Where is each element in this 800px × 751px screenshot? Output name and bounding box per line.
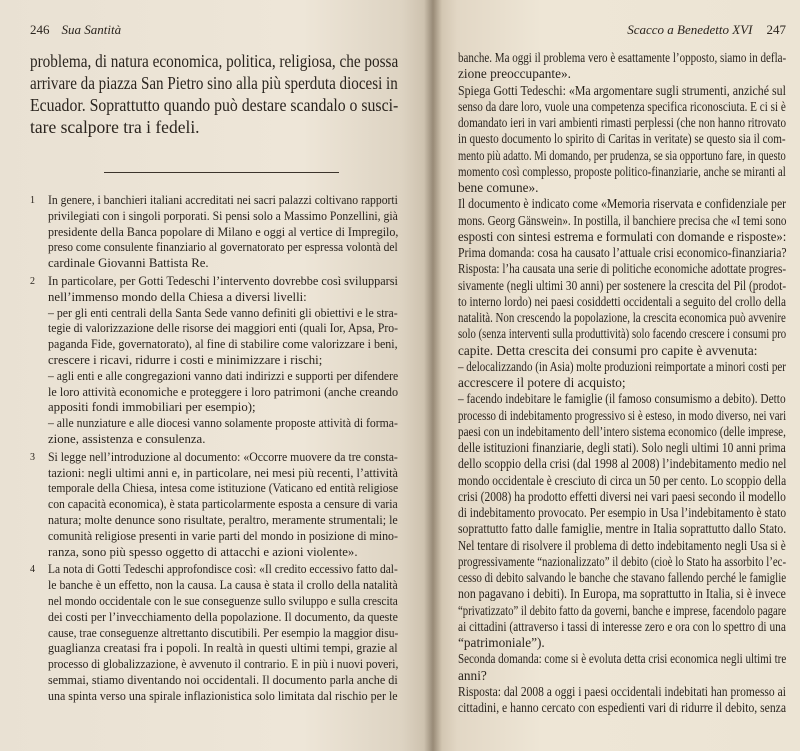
right-page-number: 247 — [766, 22, 786, 37]
text-line: cittadini, e hanno cercato con espedienti vari di ridurre il debito, senza — [458, 700, 787, 715]
text-line: Risposta: dal 2008 a oggi i paesi occidentali indebitati han promesso ai — [458, 683, 786, 699]
text-line: banche. Ma oggi il problema vero è esattamente l’opposto, siamo in defla- — [458, 50, 787, 65]
text-line: paesi con un indebitamento dell’intero sistema economico (delle imprese, — [458, 423, 786, 439]
text-line: momento così complesso, proposte politico-finanziarie, anche se miranti al — [458, 163, 786, 179]
footnote-line: natura; molte denunce sono risultate, peraltro, meramente strumentali; le — [48, 512, 398, 527]
text-line: senso da dare loro, vuole una competenza specifica riconosciuta. E ci si è — [458, 98, 786, 114]
text-line: Ecuador. Soprattutto quando può destare scandalo o susci- — [30, 95, 399, 115]
footnote-line: tazioni: negli ultimi anni e, in particolare, nei mesi più recenti, l’attività — [48, 465, 398, 480]
text-line: Prima domanda: cosa ha causato l’attuale crisi economico-finanziaria? — [458, 245, 787, 260]
text-line: “privatizzato” il debito fatto da governi, banche e imprese, facendolo pagare — [458, 602, 787, 618]
footnote-line: cardinale Giovanni Battista Re. — [48, 256, 209, 271]
text-line: esposti con sintesi estrema e formulati con domande e risposte»: — [458, 228, 787, 244]
text-line: ai cittadini (attraverso i tassi di interesse zero e ora con lo spettro di una — [458, 618, 786, 634]
text-line: Il documento è indicato come «Memoria riservata e confidenziale per — [458, 196, 787, 212]
text-line: crisi (2008) ha prodotto effetti diversi nei vari paesi secondo il modello — [458, 488, 786, 504]
footnote-line: ranza, sono più spesso oggetto di attacchi e azioni violente». — [48, 544, 358, 559]
right-running-title: Scacco a Benedetto XVI — [627, 22, 753, 37]
left-page-number: 246 — [30, 22, 50, 37]
right-page — [432, 0, 800, 751]
footnote-2 — [30, 274, 398, 448]
footnote-line: Si legge nell’introduzione al documento: «Occorre muovere da tre consta- — [48, 449, 398, 464]
footnote-line: privilegiati con i singoli porporati. Si pensi solo a Massimo Ponzellini, già — [48, 208, 398, 223]
text-line: capite. Detta crescita dei consumi pro capite è avvenuta: — [458, 342, 758, 358]
text-line: zione preoccupante». — [458, 66, 571, 82]
footnote-line: le loro attività economiche e proteggere i loro patrimoni (anche creando — [48, 384, 399, 399]
footnote-line: – agli enti e alle congregazioni vanno dati indirizzi e supporti per difendere — [48, 368, 399, 383]
footnote-1 — [30, 193, 398, 272]
text-line: sivamente (negli ultimi 30 anni) per sostenere la crescita del Pil (prodot- — [458, 277, 787, 293]
text-line: processo di indebitamento progressivo si è esteso, in modo diverso, nei vari — [458, 407, 787, 423]
right-page-text — [458, 50, 786, 716]
left-running-title: Sua Santità — [61, 22, 122, 37]
text-line: in questo documento lo spirito di Caritas in veritate) se questo sia il com- — [458, 131, 786, 147]
text-line: “patrimoniale”). — [458, 635, 545, 650]
footnote-line: zione, assistenza e consulenza. — [48, 431, 206, 446]
footnote-line: nel mondo occidentale con le sue conseguenze sullo sviluppo e sulla crescita — [48, 593, 398, 608]
text-line: arrivare da piazza San Pietro sino alla più sperduta diocesi in — [30, 73, 398, 93]
footnote-3 — [30, 450, 398, 561]
text-line: mento più adatto. Mi domando, per prudenza, se sia opportuno fare, in questo — [458, 147, 786, 163]
footnote-line: In particolare, per Gotti Tedeschi l’intervento dovrebbe così svilupparsi — [48, 273, 398, 288]
text-line: to interno lordo) nei paesi cosiddetti occidentali a seguito del crollo della — [458, 293, 786, 309]
text-line: natalità. Non crescendo la popolazione, la crescita economica può avvenire — [458, 310, 786, 325]
text-line: accrescere il potere di acquisto; — [458, 375, 626, 390]
text-line: Spiega Gotti Tedeschi: «Ma argomentare sugli strumenti, anziché sul — [458, 82, 786, 98]
text-line: tare scalpore tra i fedeli. — [30, 117, 200, 137]
footnote-line: – per gli enti centrali della Santa Sede vanno definiti gli obiettivi e le stra- — [48, 305, 398, 320]
text-line: delle istituzioni finanziarie, degli stati). Solo negli ultimi 10 anni prima — [458, 440, 786, 455]
footnote-number: 2 — [30, 275, 35, 287]
left-running-head — [30, 22, 398, 38]
footnote-number: 3 — [30, 451, 35, 463]
footnote-line: con capacità economica), è stata particolarmente esposta a censure di varia — [48, 497, 398, 512]
footnote-separator — [104, 172, 339, 173]
footnote-line: una spinta verso una spirale inflazionistica solo limitata dal rischio per le — [48, 688, 398, 703]
text-line: mondo occidentale è cresciuto di circa un 50 per cento. Lo scoppio della — [458, 472, 787, 488]
text-line: cesso di debito salvando le banche che stavano fallendo perché le famiglie — [458, 570, 787, 585]
footnote-line: – alle nunziature e alle diocesi vanno solamente proposte attività di forma- — [48, 416, 398, 431]
footnote-line: guaglianza creatasi fra i popoli. In realtà in questi ultimi tempi, grazie al — [48, 641, 398, 656]
text-line: domandato ieri in vari ambienti rimasti perplessi (che non hanno ritrovato — [458, 115, 787, 130]
footnote-line: processo di globalizzazione, è avvenuto il contrario. E in più i nuovi poveri, — [48, 657, 399, 672]
left-main-text — [30, 50, 398, 138]
text-line: non pagavano i debiti). In Europa, ma soprattutto in Italia, si è invece — [458, 586, 786, 602]
text-line: solo (senza interventi sulla produttività) solo facendo crescere i consumi pro — [458, 326, 787, 342]
text-line: mons. Georg Gänswein». In postilla, il banchiere precisa che «I temi sono — [458, 212, 787, 228]
footnote-line: semmai, stiamo diventando noi occidentali. Il documento parla anche di — [48, 672, 398, 687]
text-line: progressivamente “nazionalizzato” il debito (cioè lo Stato ha assorbito l’ec- — [458, 553, 787, 569]
footnote-4 — [30, 562, 398, 704]
footnote-line: tegie di valorizzazione delle risorse dei maggiori enti (quali Ior, Apsa, Pro- — [48, 321, 398, 336]
text-line: soprattutto fatto dalle famiglie, mentre in Italia soprattutto dallo Stato. — [458, 521, 787, 537]
footnote-number: 1 — [30, 195, 35, 206]
text-line: dello scoppio della crisi (dal 1998 al 2008) l’indebitamento medio nel — [458, 456, 787, 472]
footnote-line: le banche è un effetto, non la causa. La causa è stata il crollo della natalità — [48, 578, 398, 593]
footnote-line: comunità religiose presenti in varie parti del mondo in posizione di mino- — [48, 528, 398, 543]
text-line: – facendo indebitare le famiglie (il famoso consumismo a debito). Detto — [458, 391, 786, 407]
book-gutter — [424, 0, 442, 751]
footnote-line: temporale della Chiesa, intesa come istituzione (Vaticano ed entità religiose — [48, 481, 399, 496]
text-line: – delocalizzando (in Asia) molte produzioni reimportate a minori costi per — [458, 358, 786, 374]
footnote-line: preso come consulente finanziario al governatorato per espressa volontà del — [48, 240, 398, 255]
text-line: di indebitamento provocato. Per esempio in Usa l’indebitamento è stato — [458, 505, 787, 520]
right-running-head — [458, 22, 786, 38]
text-line: anni? — [458, 667, 487, 683]
text-line: bene comune». — [458, 180, 539, 195]
text-line: Risposta: l’ha causata una serie di politiche economiche adottate progres- — [458, 261, 787, 277]
text-line: problema, di natura economica, politica, religiosa, che possa — [30, 51, 399, 71]
footnote-line: cause, trae conseguenze altrettanto discutibili. Per esempio la maggior disu- — [48, 625, 399, 640]
footnote-line: presidente della Banca popolare di Milano e oggi al vertice di Impregilo, — [48, 224, 399, 239]
footnote-line: nell’immenso mondo della Chiesa a diversi livelli: — [48, 289, 307, 304]
text-line: Seconda domanda: come si è evoluta detta crisi economica negli ultimi tre — [458, 651, 787, 667]
footnote-line: appositi fondi immobiliari per esempio); — [48, 400, 256, 415]
footnote-line: crescere i ricavi, ridurre i costi e minimizzare i rischi; — [48, 352, 323, 367]
footnote-line: La nota di Gotti Tedeschi approfondisce così: «Il credito eccessivo fatto dal- — [48, 562, 398, 577]
text-line: Nel tentare di risolvere il problema di detto indebitamento negli Usa si è — [458, 537, 786, 553]
footnote-number: 4 — [30, 564, 35, 576]
footnote-line: paganda Fide, governatorato), al fine di stabilire come valorizzare i beni, — [48, 337, 398, 352]
footnote-line: In genere, i banchieri italiani accreditati nei sacri palazzi coltivano rapporti — [48, 193, 398, 207]
footnote-line: dei costi per l’invecchiamento della popolazione. Il documento, da queste — [48, 609, 398, 624]
